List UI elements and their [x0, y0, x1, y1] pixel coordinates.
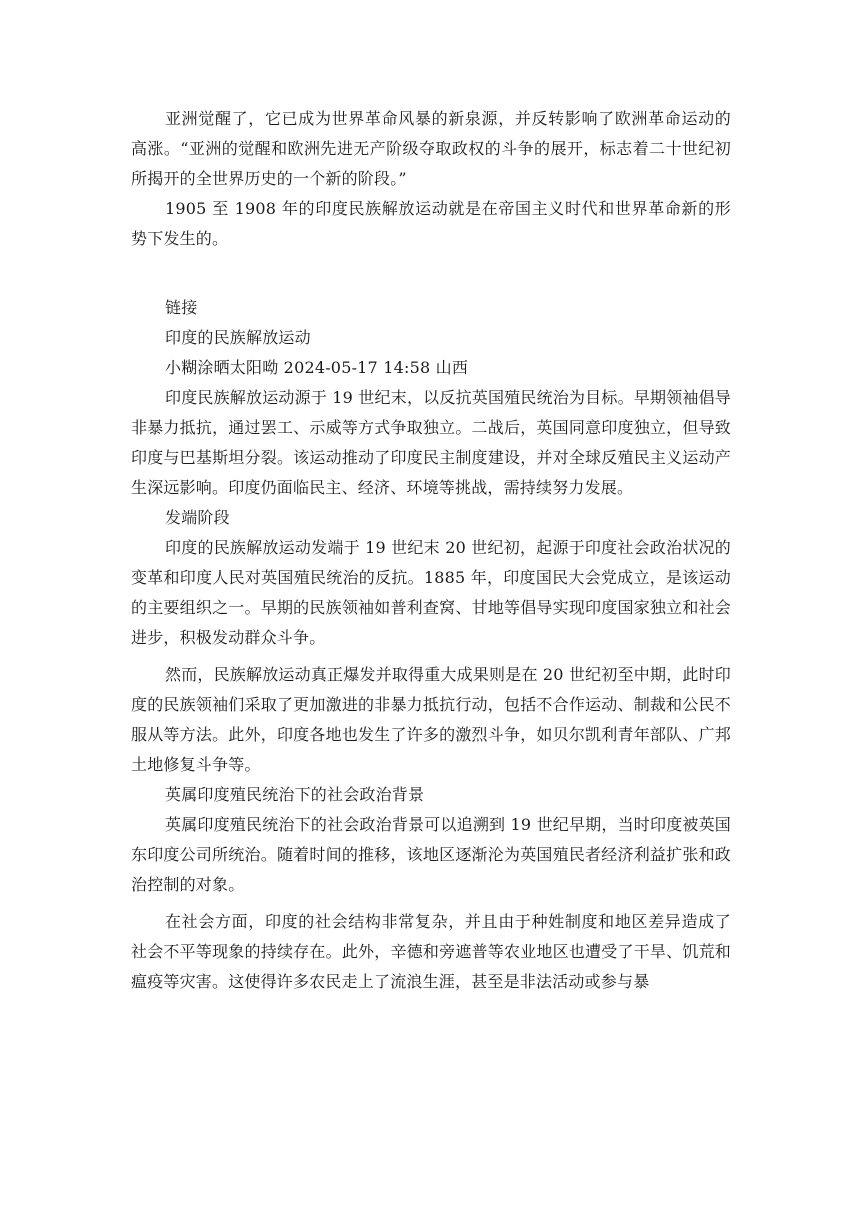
paragraph-origin: 印度的民族解放运动发端于 19 世纪末 20 世纪初，起源于印度社会政治状况的变革和印度人民对英国殖民统治的反抗。1885 年，印度国民大会党成立，是该运动的主要组织之一。早期的民族领袖如普利查窝、甘地等倡导实现印度国家独立和社会进步，积极发动群众斗争。: [131, 538, 731, 647]
paragraph-india-1905-1908: 1905 至 1908 年的印度民族解放运动就是在帝国主义时代和世界革命新的形势下发生的。: [131, 199, 731, 248]
paragraph-outbreak: 然而，民族解放运动真正爆发并取得重大成果则是在 20 世纪初至中期，此时印度的民族领袖们采取了更加激进的非暴力抵抗行动，包括不合作运动、制裁和公民不服从等方法。此外，印度各地也发生了许多的激烈斗争，如贝尔凯利青年部队、广邦土地修复斗争等。: [131, 665, 731, 774]
paragraph-summary: 印度民族解放运动源于 19 世纪末，以反抗英国殖民统治为目标。早期领袖倡导非暴力抵抗，通过罢工、示威等方式争取独立。二战后，英国同意印度独立，但导致印度与巴基斯坦分裂。该运动推动了印度民主制度建设，并对全球反殖民主义运动产生深远影响。印度仍面临民主、经济、环境等挑战，需持续努力发展。: [131, 388, 731, 497]
heading-origin-stage: 发端阶段: [165, 508, 230, 527]
paragraph-asia-awakening: 亚洲觉醒了，它已成为世界革命风暴的新泉源，并反转影响了欧洲革命运动的高涨。“亚洲的觉醒和欧洲先进无产阶级夺取政权的斗争的展开，标志着二十世纪初所揭开的全世界历史的一个新的阶段。”: [131, 109, 731, 188]
paragraph-spacer: [131, 900, 731, 907]
paragraph-spacer: [131, 653, 731, 660]
paragraph-colonial-rule: 英属印度殖民统治下的社会政治背景可以追溯到 19 世纪早期，当时印度被英国东印度公司所统治。随着时间的推移，该地区逐渐沦为英国殖民者经济利益扩张和政治控制的对象。: [131, 815, 731, 894]
link-title: 印度的民族解放运动: [165, 328, 311, 347]
paragraph-social-structure: 在社会方面，印度的社会结构非常复杂，并且由于种姓制度和地区差异造成了社会不平等现象的持续存在。此外，辛德和旁遮普等农业地区也遭受了干旱、饥荒和瘟疫等灾害。这使得许多农民走上了流浪生涯，甚至是非法活动或参与暴: [131, 912, 731, 991]
section-spacer: [131, 254, 731, 293]
link-label: 链接: [165, 298, 198, 317]
link-byline: 小糊涂晒太阳呦 2024-05-17 14:58 山西: [165, 358, 469, 377]
document-body: [131, 104, 731, 997]
heading-colonial-background: 英属印度殖民统治下的社会政治背景: [165, 785, 425, 804]
